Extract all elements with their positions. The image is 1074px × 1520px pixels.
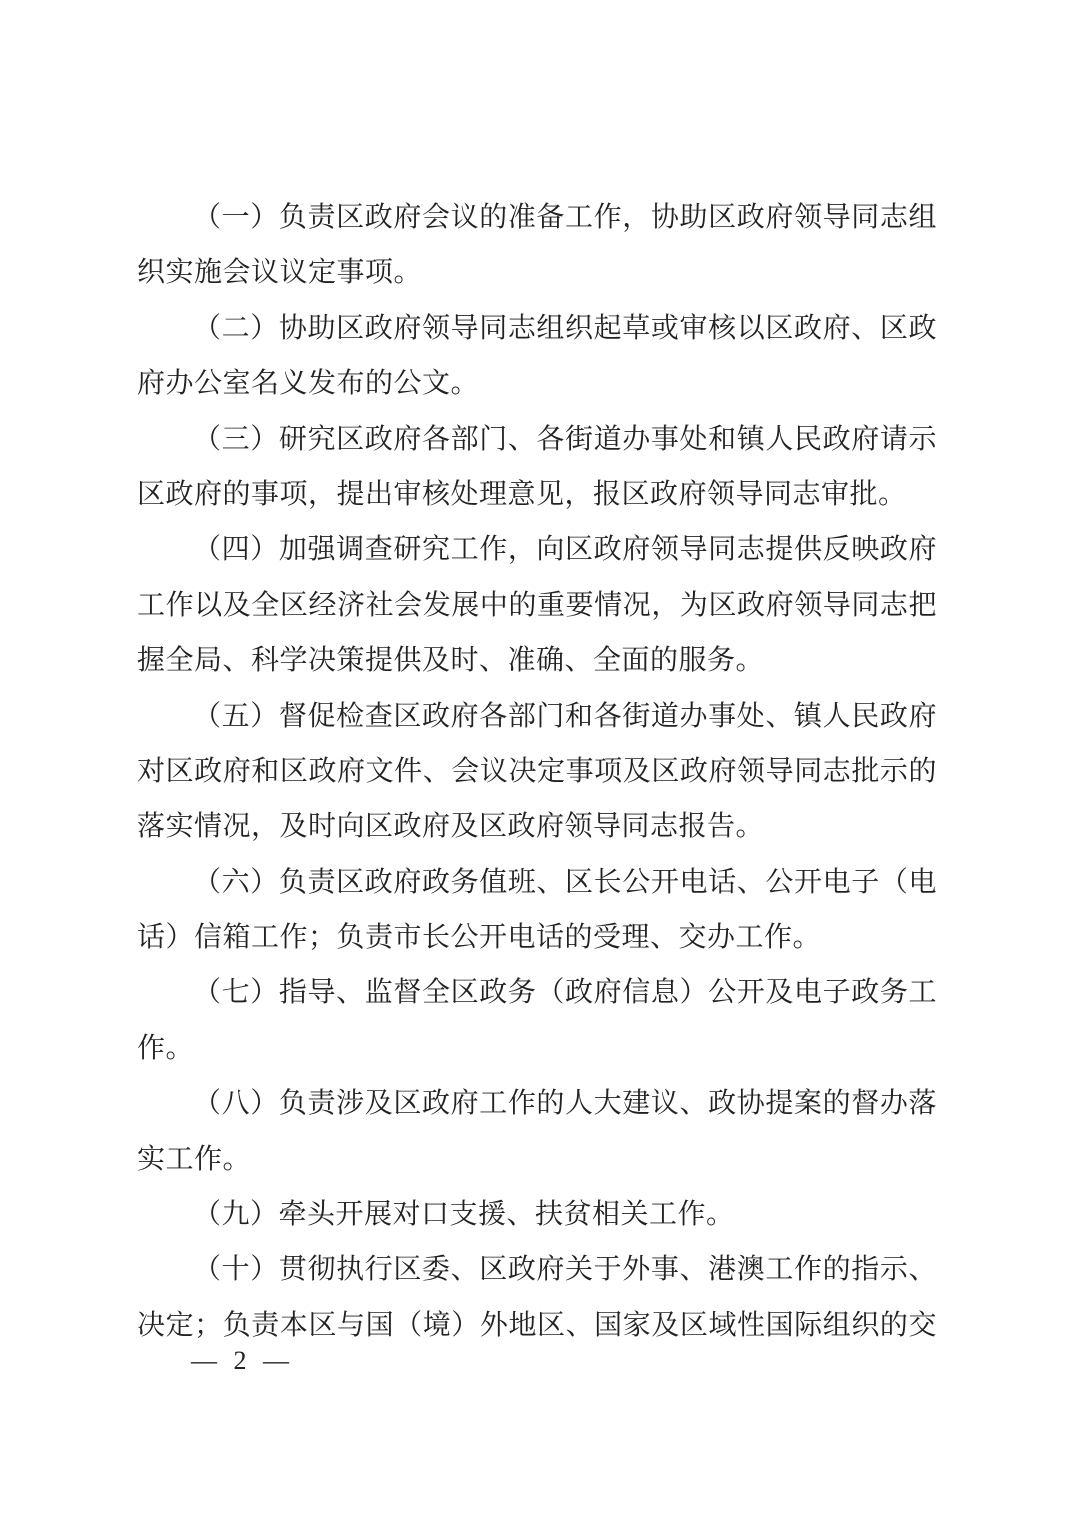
document-line: （五）督促检查区政府各部门和各街道办事处、镇人民政府 (193, 700, 937, 732)
document-line: 落实情况，及时向区政府及区政府领导同志报告。 (137, 811, 765, 843)
document-line: 工作以及全区经济社会发展中的重要情况，为区政府领导同志把 (137, 589, 937, 621)
document-line: （九）牵头开展对口支援、扶贫相关工作。 (193, 1199, 735, 1231)
document-line: （八）负责涉及区政府工作的人大建议、政协提案的督办落 (193, 1088, 937, 1120)
document-line: （三）研究区政府各部门、各街道办事处和镇人民政府请示 (193, 423, 937, 455)
document-line: 作。 (137, 1032, 195, 1064)
document-line: 区政府的事项，提出审核处理意见，报区政府领导同志审批。 (137, 478, 907, 510)
document-line: （七）指导、监督全区政务（政府信息）公开及电子政务工 (193, 977, 937, 1009)
document-line: 话）信箱工作；负责市长公开电话的受理、交办工作。 (137, 922, 822, 954)
document-line: （六）负责区政府政务值班、区长公开电话、公开电子（电 (193, 866, 937, 898)
document-line: （十）贯彻执行区委、区政府关于外事、港澳工作的指示、 (193, 1254, 937, 1286)
page-number: — 2 — (191, 1346, 294, 1375)
document-line: 握全局、科学决策提供及时、准确、全面的服务。 (137, 645, 765, 677)
document-line: 对区政府和区政府文件、会议决定事项及区政府领导同志批示的 (137, 755, 937, 787)
document-body (137, 190, 937, 1353)
document-line: 决定；负责本区与国（境）外地区、国家及区域性国际组织的交 (137, 1309, 937, 1341)
document-line: （一）负责区政府会议的准备工作，协助区政府领导同志组 (193, 202, 937, 233)
document-line: （二）协助区政府领导同志组织起草或审核以区政府、区政 (193, 312, 937, 344)
document-line: 织实施会议议定事项。 (137, 257, 423, 289)
document-line: 实工作。 (137, 1143, 252, 1175)
document-line: 府办公室名义发布的公文。 (137, 368, 480, 400)
document-line: （四）加强调查研究工作，向区政府领导同志提供反映政府 (193, 534, 937, 566)
